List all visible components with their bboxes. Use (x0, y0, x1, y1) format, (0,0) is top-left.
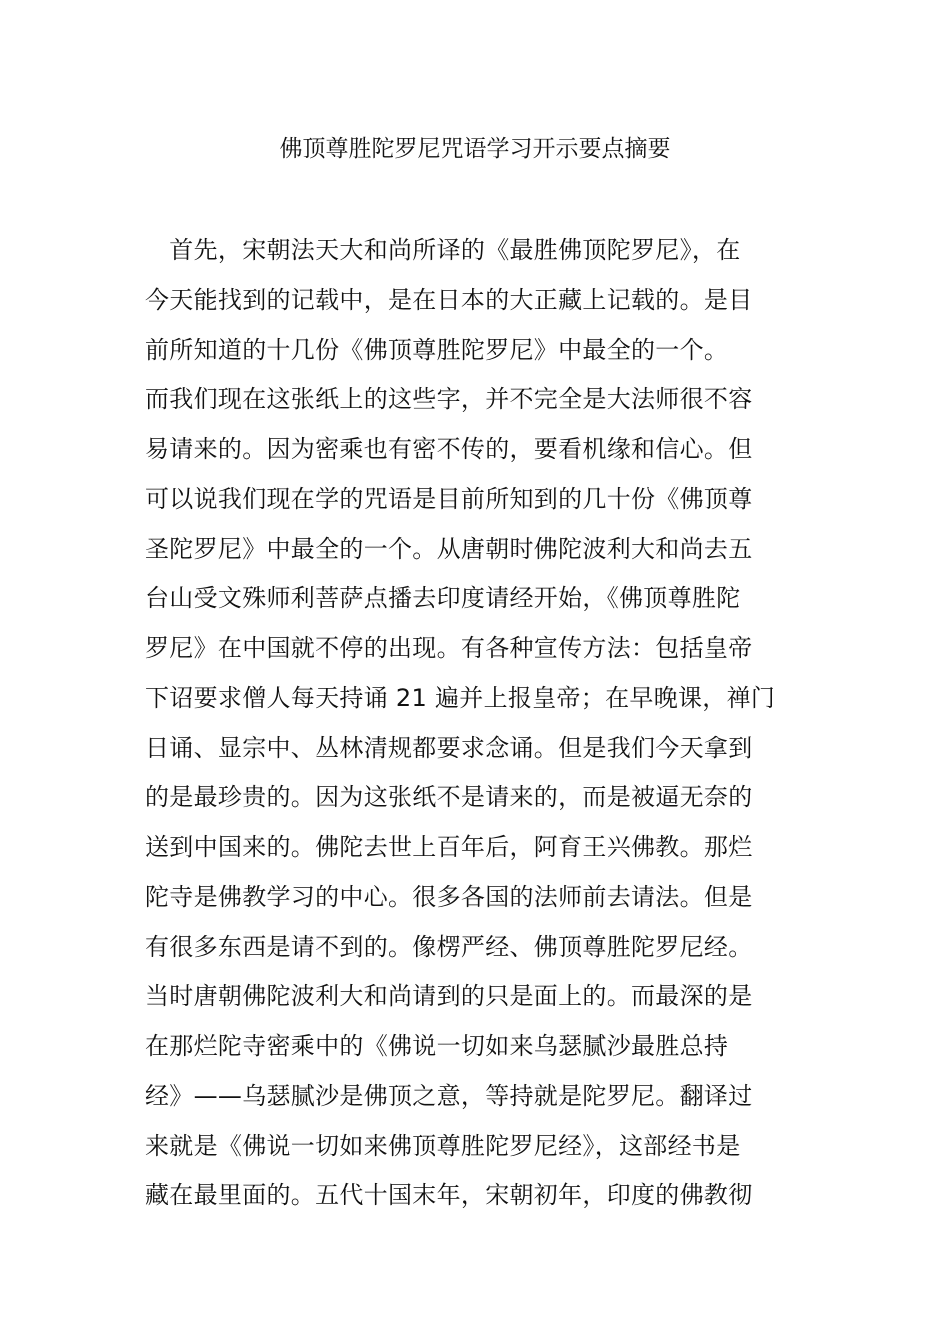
text-line: 经》——乌瑟腻沙是佛顶之意，等持就是陀罗尼。翻译过 (145, 1081, 753, 1110)
text-line: 罗尼》在中国就不停的出现。有各种宣传方法：包括皇帝 (145, 634, 753, 662)
text-line: 可以说我们现在学的咒语是目前所知到的几十份《佛顶尊 (145, 484, 753, 513)
text-line: 在那烂陀寺密乘中的《佛说一切如来乌瑟腻沙最胜总持 (145, 1032, 729, 1060)
document-title: 佛顶尊胜陀罗尼咒语学习开示要点摘要 (279, 136, 671, 162)
text-line: 有很多东西是请不到的。像楞严经、佛顶尊胜陀罗尼经。 (145, 932, 753, 961)
text-line: 台山受文殊师利菩萨点播去印度请经开始，《佛顶尊胜陀 (145, 584, 741, 613)
text-line: 当时唐朝佛陀波利大和尚请到的只是面上的。而最深的是 (145, 982, 753, 1011)
text-line: 送到中国来的。佛陀去世上百年后，阿育王兴佛教。那烂 (145, 833, 753, 861)
text-line: 来就是《佛说一切如来佛顶尊胜陀罗尼经》，这部经书是 (145, 1131, 741, 1160)
text-line: 圣陀罗尼》中最全的一个。从唐朝时佛陀波利大和尚去五 (145, 534, 753, 563)
text-line: 藏在最里面的。五代十国末年，宋朝初年，印度的佛教彻 (145, 1181, 753, 1210)
text-line: 而我们现在这张纸上的这些字，并不完全是大法师很不容 (145, 385, 753, 414)
text-line: 今天能找到的记载中，是在日本的大正藏上记载的。是目 (145, 285, 753, 314)
text-line: 日诵、显宗中、丛林清规都要求念诵。但是我们今天拿到 (145, 733, 753, 762)
text-line: 首先，宋朝法天大和尚所译的《最胜佛顶陀罗尼》，在 (145, 236, 741, 264)
text-line: 前所知道的十几份《佛顶尊胜陀罗尼》中最全的一个。 (145, 335, 729, 364)
text-line: 的是最珍贵的。因为这张纸不是请来的，而是被逼无奈的 (145, 783, 753, 812)
document-body (145, 232, 805, 1227)
text-line: 下诏要求僧人每天持诵 21 遍并上报皇帝；在早晚课，禅门 (145, 683, 776, 712)
text-line: 易请来的。因为密乘也有密不传的，要看机缘和信心。但 (145, 435, 753, 463)
text-line: 陀寺是佛教学习的中心。很多各国的法师前去请法。但是 (145, 882, 753, 911)
